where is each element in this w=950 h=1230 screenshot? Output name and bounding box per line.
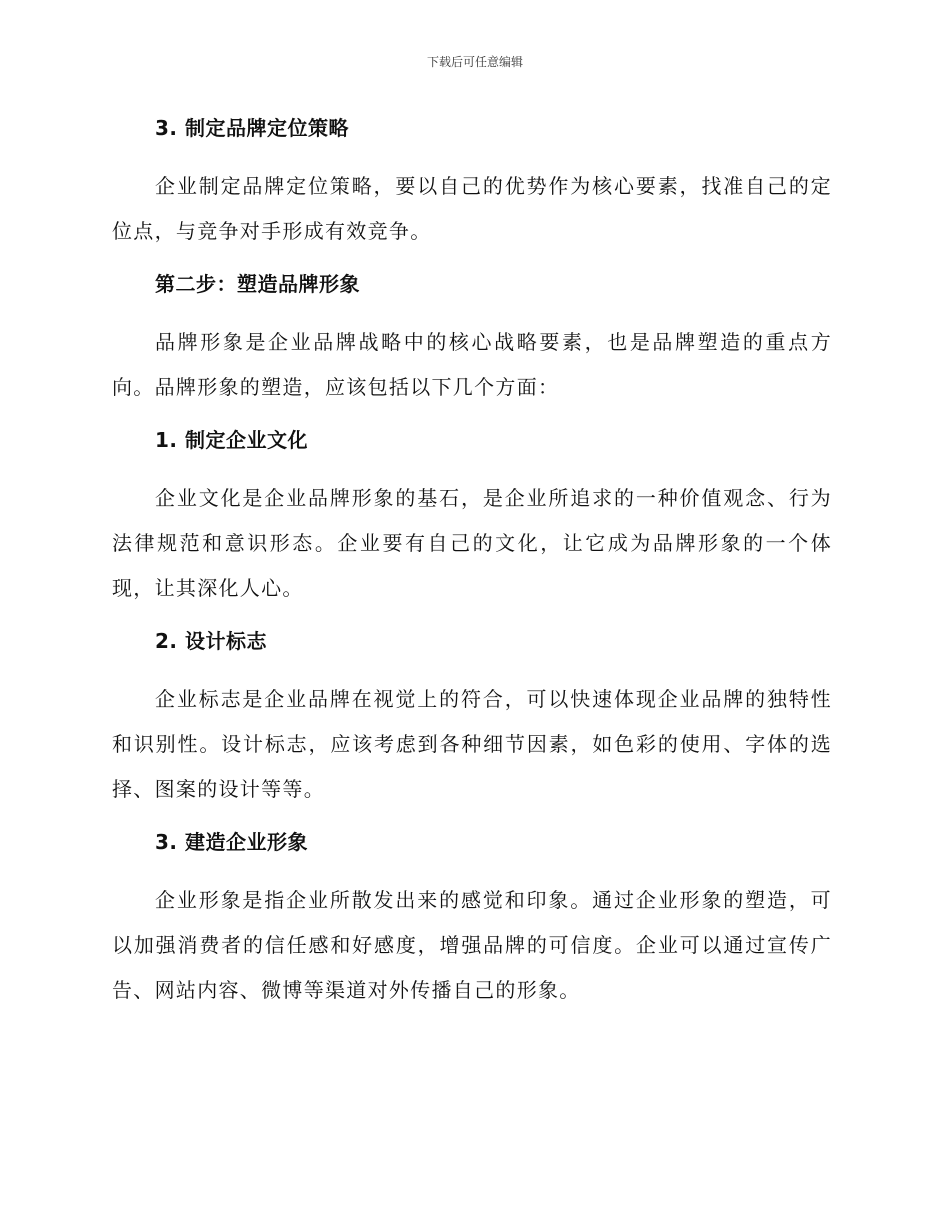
section-paragraph-corporate-image: 企业形象是指企业所散发出来的感觉和印象。通过企业形象的塑造，可以加强消费者的信任感和好感度，增强品牌的可信度。企业可以通过宣传广告、网站内容、微博等渠道对外传播自己的形象。 [112,888,832,1002]
section-paragraph-brand-image: 品牌形象是企业品牌战略中的核心战略要素，也是品牌塑造的重点方向。品牌形象的塑造，应该包括以下几个方面： [112,330,832,399]
section-heading-corporate-culture: 1. 制定企业文化 [155,428,308,452]
document-body [112,112,832,1013]
section-heading-corporate-image: 3. 建造企业形象 [155,830,308,854]
section-heading-brand-image: 第二步：塑造品牌形象 [155,272,360,296]
section-paragraph-logo-design: 企业标志是企业品牌在视觉上的符合，可以快速体现企业品牌的独特性和识别性。设计标志，应该考虑到各种细节因素，如色彩的使用、字体的选择、图案的设计等等。 [112,687,832,801]
section-paragraph-corporate-culture: 企业文化是企业品牌形象的基石，是企业所追求的一种价值观念、行为法律规范和意识形态。企业要有自己的文化，让它成为品牌形象的一个体现，让其深化人心。 [112,486,832,600]
page-header: 下载后可任意编辑 [426,55,523,69]
section-heading-positioning-strategy: 3. 制定品牌定位策略 [155,116,349,140]
section-paragraph-positioning-strategy: 企业制定品牌定位策略，要以自己的优势作为核心要素，找准自己的定位点，与竞争对手形成有效竞争。 [112,174,832,243]
section-heading-logo-design: 2. 设计标志 [155,629,267,653]
